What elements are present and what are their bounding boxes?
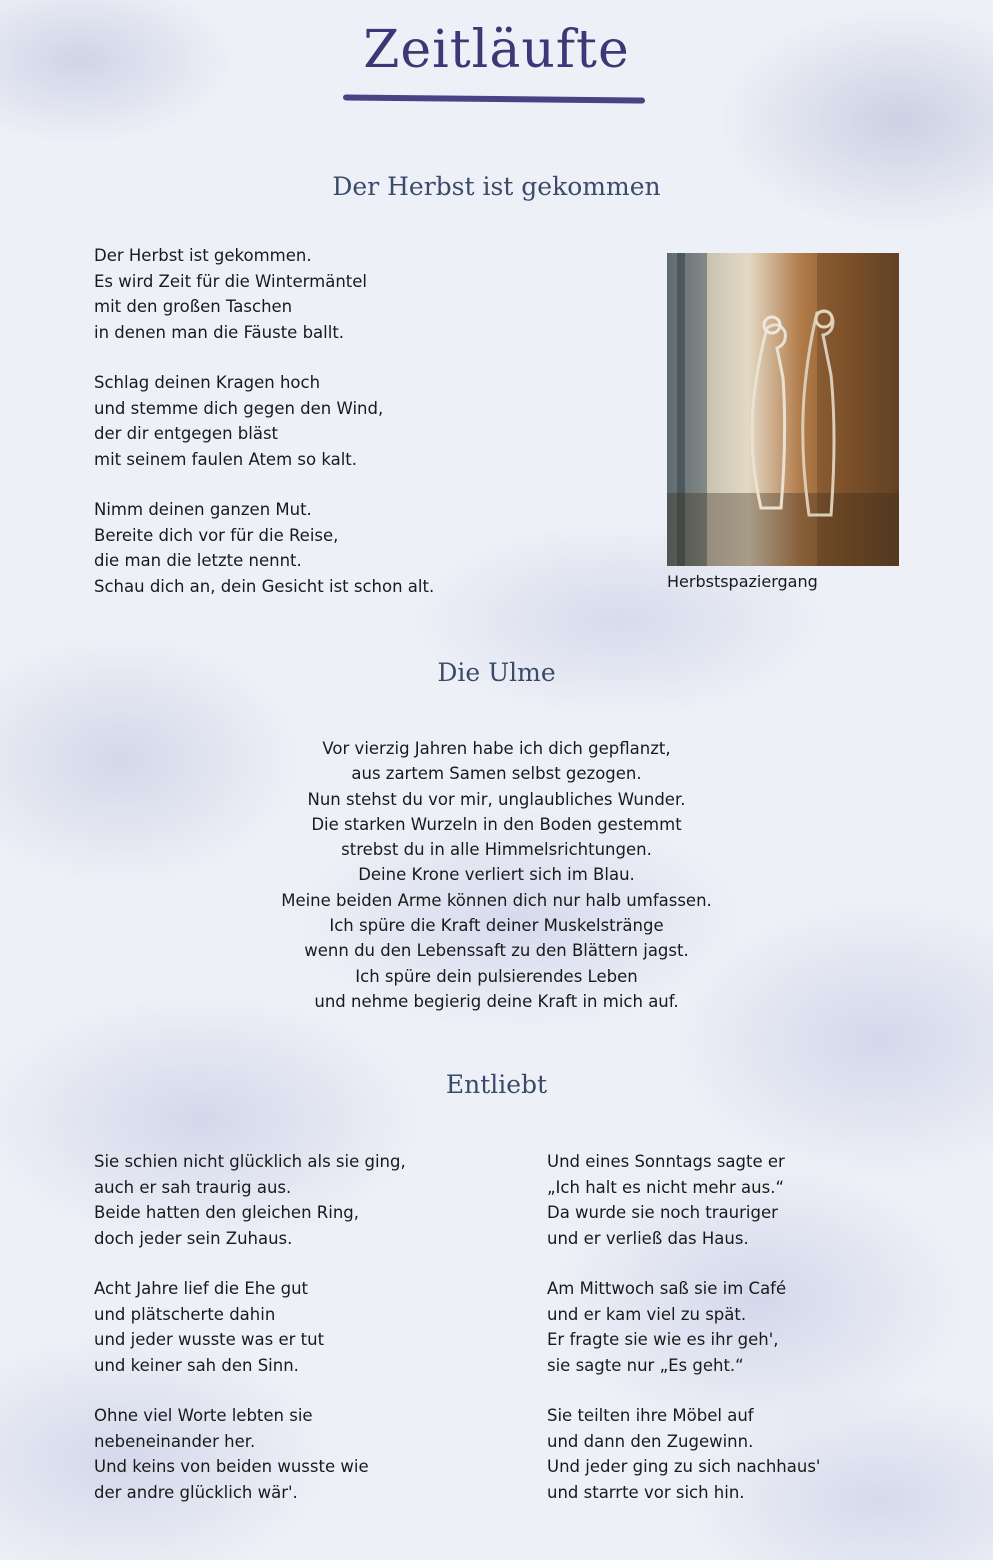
poem-stanza: Und eines Sonntags sagte er „Ich halt es nicht mehr aus.“ Da wurde sie noch trauriger und er verließ das Haus.: [547, 1152, 785, 1248]
poem-stanza: Nimm deinen ganzen Mut. Bereite dich vor für die Reise, die man die letzte nennt. Schau dich an, dein Gesicht ist schon alt.: [94, 500, 435, 596]
poem-text-ulme: Vor vierzig Jahren habe ich dich gepflanzt, aus zartem Samen selbst gezogen. Nun stehst du vor mir, unglaubliches Wunder. Die starken Wurzeln in den Boden gestemmt strebst du in alle Himmelsrichtungen. Deine Krone verliert sich im Blau. Meine beiden Arme können dich nur halb umfassen. Ich spüre die Kraft deiner Muskelstränge wenn du den Lebenssaft zu den Blättern jagst. Ich spüre dein pulsierendes Leben und nehme begierig deine Kraft in mich auf.: [281, 739, 712, 1011]
title-underline: [343, 94, 645, 103]
poem-stanza: Am Mittwoch saß sie im Café und er kam viel zu spät. Er fragte sie wie es ihr geh', sie sagte nur „Es geht.“: [547, 1279, 787, 1375]
poem-stanza: Sie teilten ihre Möbel auf und dann den Zugewinn. Und jeder ging zu sich nachhaus' und starrte vor sich hin.: [547, 1406, 821, 1502]
poem-heading-ulme: Die Ulme: [437, 658, 556, 687]
poem-heading-herbst: Der Herbst ist gekommen: [332, 172, 661, 201]
poem-stanza: Schlag deinen Kragen hoch und stemme dich gegen den Wind, der dir entgegen bläst mit seinem faulen Atem so kalt.: [94, 373, 384, 469]
painting-figures-illustration: [667, 253, 899, 566]
poem-stanza: Ohne viel Worte lebten sie nebeneinander her. Und keins von beiden wusste wie der andre glücklich wär'.: [94, 1406, 369, 1502]
poem-heading-entliebt: Entliebt: [445, 1070, 548, 1099]
painting-image: [667, 253, 899, 566]
image-caption: Herbstspaziergang: [667, 572, 818, 591]
poem-stanza: Sie schien nicht glücklich als sie ging, auch er sah traurig aus. Beide hatten den gleichen Ring, doch jeder sein Zuhaus.: [94, 1152, 406, 1248]
poem-stanza: Der Herbst ist gekommen. Es wird Zeit für die Wintermäntel mit den großen Taschen in denen man die Fäuste ballt.: [94, 246, 368, 342]
poem-stanza: Acht Jahre lief die Ehe gut und plätscherte dahin und jeder wusste was er tut und keiner sah den Sinn.: [94, 1279, 325, 1375]
page-title: Zeitläufte: [363, 20, 630, 80]
